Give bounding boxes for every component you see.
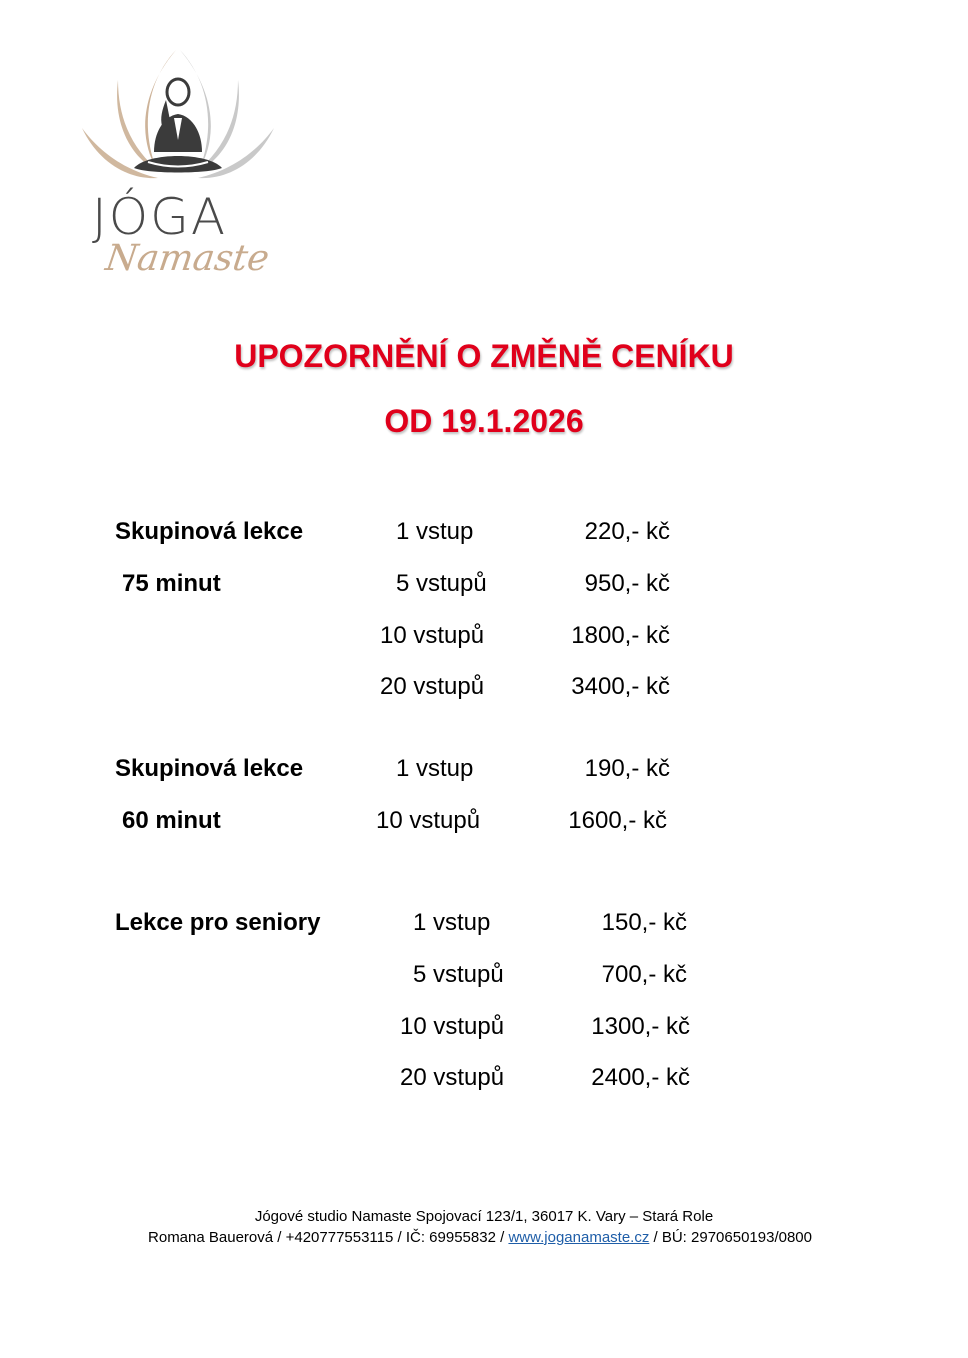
price-value: 1800,- kč <box>571 622 670 649</box>
price-value: 2400,- kč <box>591 1064 690 1091</box>
page-title: UPOZORNĚNÍ O ZMĚNĚ CENÍKU <box>234 338 734 374</box>
entries-label: 20 vstupů <box>380 673 485 700</box>
price-value: 1300,- kč <box>591 1013 690 1040</box>
entries-label: 5 vstupů <box>413 961 504 988</box>
price-value: 3400,- kč <box>571 673 670 700</box>
lotus-meditation-icon <box>78 40 278 190</box>
price-value: 1600,- kč <box>568 807 667 834</box>
entries-label: 1 vstup <box>413 909 491 936</box>
footer-bank-text: / BÚ: 2970650193/0800 <box>649 1229 812 1246</box>
section-label: Lekce pro seniory <box>115 909 321 936</box>
footer-contact-text: Romana Bauerová / +420777553115 / IČ: 69955832 / <box>148 1229 509 1246</box>
website-link[interactable]: www.joganamaste.cz <box>508 1229 650 1246</box>
entries-label: 10 vstupů <box>380 622 485 649</box>
logo-script-text: Namaste <box>103 238 272 279</box>
price-value: 700,- kč <box>601 961 687 988</box>
price-value: 190,- kč <box>584 755 670 782</box>
footer-address: Jógové studio Namaste Spojovací 123/1, 36017 K. Vary – Stará Role <box>254 1208 714 1225</box>
section-duration: 75 minut <box>122 570 221 597</box>
entries-label: 1 vstup <box>396 518 474 545</box>
section-label: Skupinová lekce <box>115 518 304 545</box>
entries-label: 1 vstup <box>396 755 474 782</box>
entries-label: 10 vstupů <box>400 1013 505 1040</box>
section-label: Skupinová lekce <box>115 755 304 782</box>
logo <box>78 40 278 292</box>
entries-label: 20 vstupů <box>400 1064 505 1091</box>
price-value: 950,- kč <box>584 570 670 597</box>
logo-brand-text: JÓGA <box>92 188 228 246</box>
entries-label: 5 vstupů <box>396 570 487 597</box>
effective-date: OD 19.1.2026 <box>384 403 584 439</box>
price-value: 150,- kč <box>601 909 687 936</box>
price-value: 220,- kč <box>584 518 670 545</box>
footer-contact <box>0 1227 964 1248</box>
entries-label: 10 vstupů <box>376 807 481 834</box>
section-duration: 60 minut <box>122 807 221 834</box>
